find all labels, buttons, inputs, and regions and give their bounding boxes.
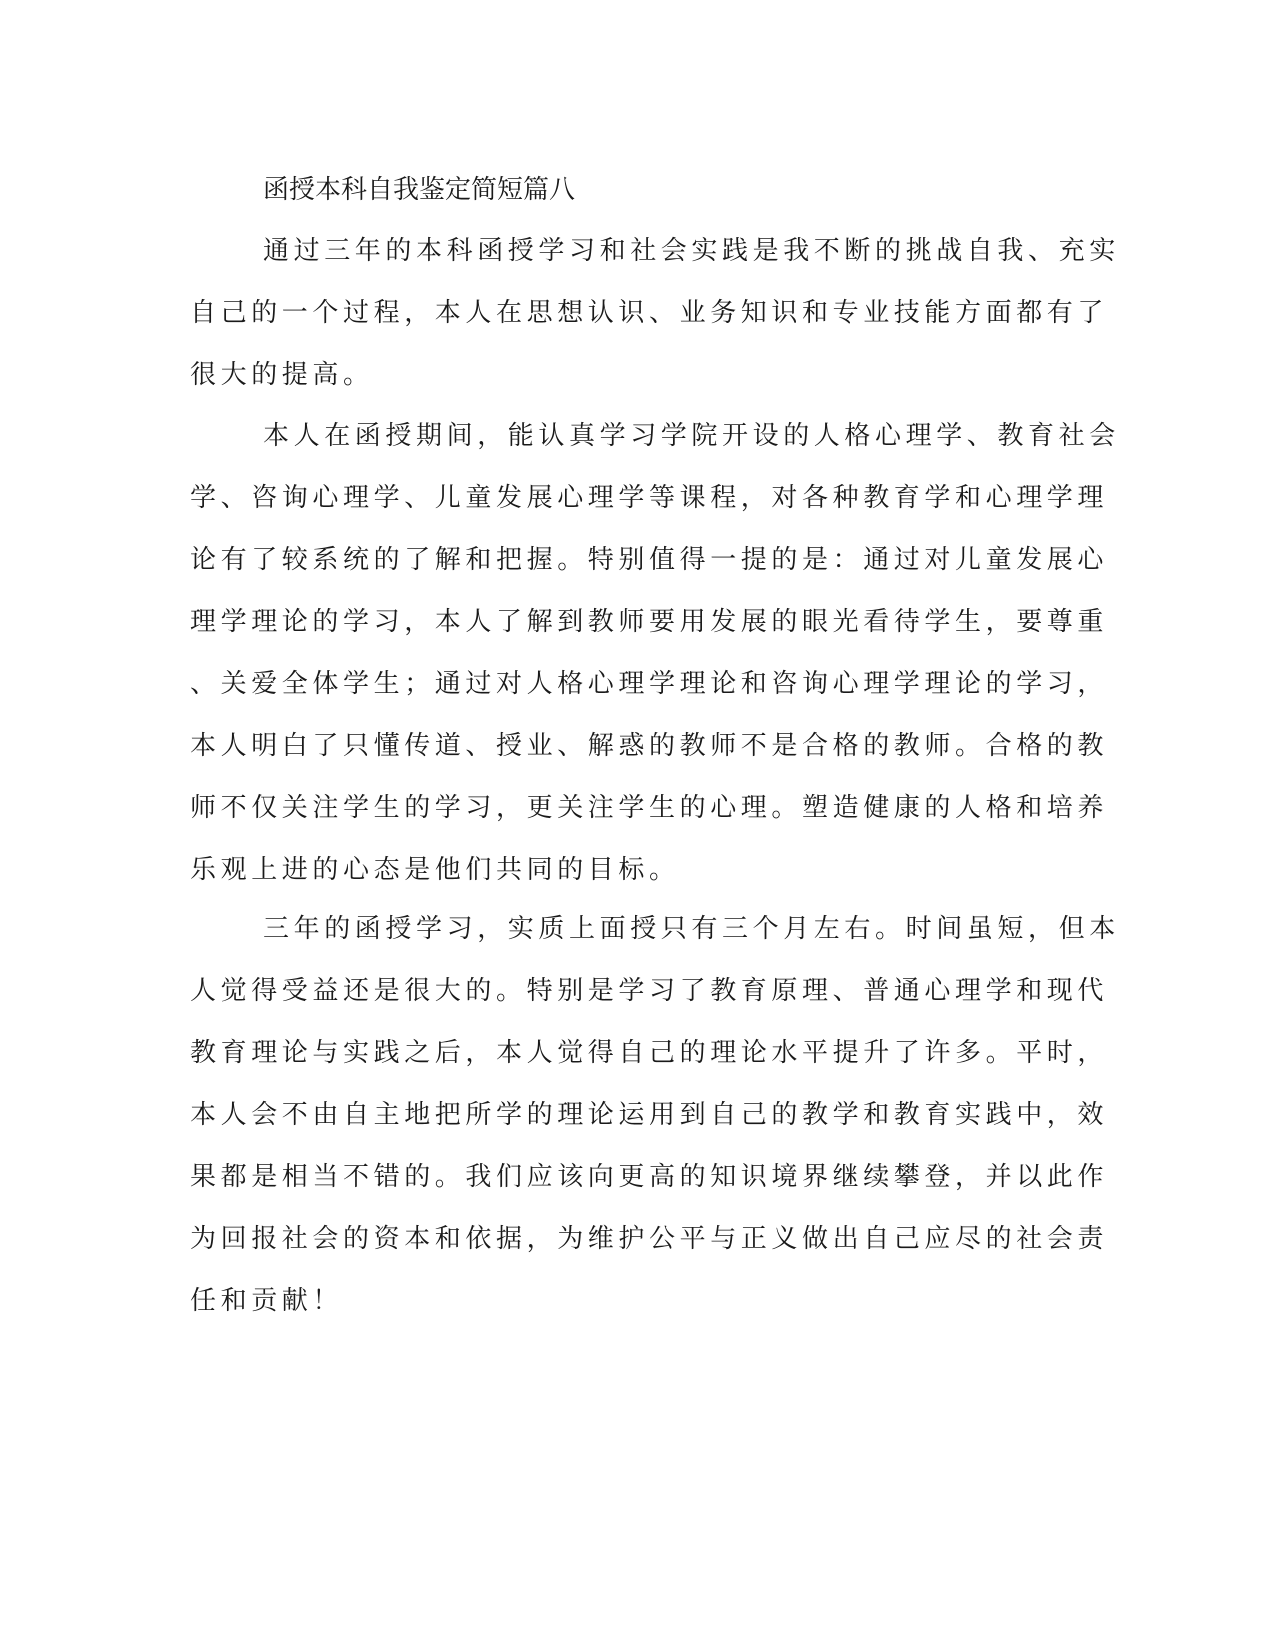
paragraph-2 bbox=[190, 405, 1120, 901]
text-line: 任和贡献！ bbox=[190, 1286, 344, 1316]
text-line: 本人明白了只懂传道、授业、解惑的教师不是合格的教师。合格的教 bbox=[190, 731, 1109, 761]
document-title: 函授本科自我鉴定简短篇八 bbox=[263, 175, 576, 205]
text-line: 很大的提高。 bbox=[190, 360, 374, 390]
text-line: 师不仅关注学生的学习，更关注学生的心理。塑造健康的人格和培养 bbox=[190, 793, 1109, 823]
text-line: 通过三年的本科函授学习和社会实践是我不断的挑战自我、充实 bbox=[263, 236, 1120, 266]
text-line: 乐观上进的心态是他们共同的目标。 bbox=[190, 855, 680, 885]
paragraph-1 bbox=[190, 220, 1120, 406]
text-line: 理学理论的学习，本人了解到教师要用发展的眼光看待学生，要尊重 bbox=[190, 607, 1109, 637]
text-line: 为回报社会的资本和依据，为维护公平与正义做出自己应尽的社会责 bbox=[190, 1224, 1109, 1254]
text-line: 三年的函授学习，实质上面授只有三个月左右。时间虽短，但本 bbox=[263, 914, 1120, 944]
text-line: 学、咨询心理学、儿童发展心理学等课程，对各种教育学和心理学理 bbox=[190, 483, 1109, 513]
text-line: 人觉得受益还是很大的。特别是学习了教育原理、普通心理学和现代 bbox=[190, 976, 1109, 1006]
paragraph-3 bbox=[190, 898, 1120, 1332]
text-line: 果都是相当不错的。我们应该向更高的知识境界继续攀登，并以此作 bbox=[190, 1162, 1109, 1192]
text-line: 自己的一个过程，本人在思想认识、业务知识和专业技能方面都有了 bbox=[190, 298, 1109, 328]
text-line: 教育理论与实践之后，本人觉得自己的理论水平提升了许多。平时， bbox=[190, 1038, 1109, 1068]
text-line: 本人会不由自主地把所学的理论运用到自己的教学和教育实践中，效 bbox=[190, 1100, 1109, 1130]
text-line: 论有了较系统的了解和把握。特别值得一提的是：通过对儿童发展心 bbox=[190, 545, 1109, 575]
text-line: 本人在函授期间，能认真学习学院开设的人格心理学、教育社会 bbox=[263, 421, 1120, 451]
text-line: 、关爱全体学生；通过对人格心理学理论和咨询心理学理论的学习， bbox=[190, 669, 1109, 699]
